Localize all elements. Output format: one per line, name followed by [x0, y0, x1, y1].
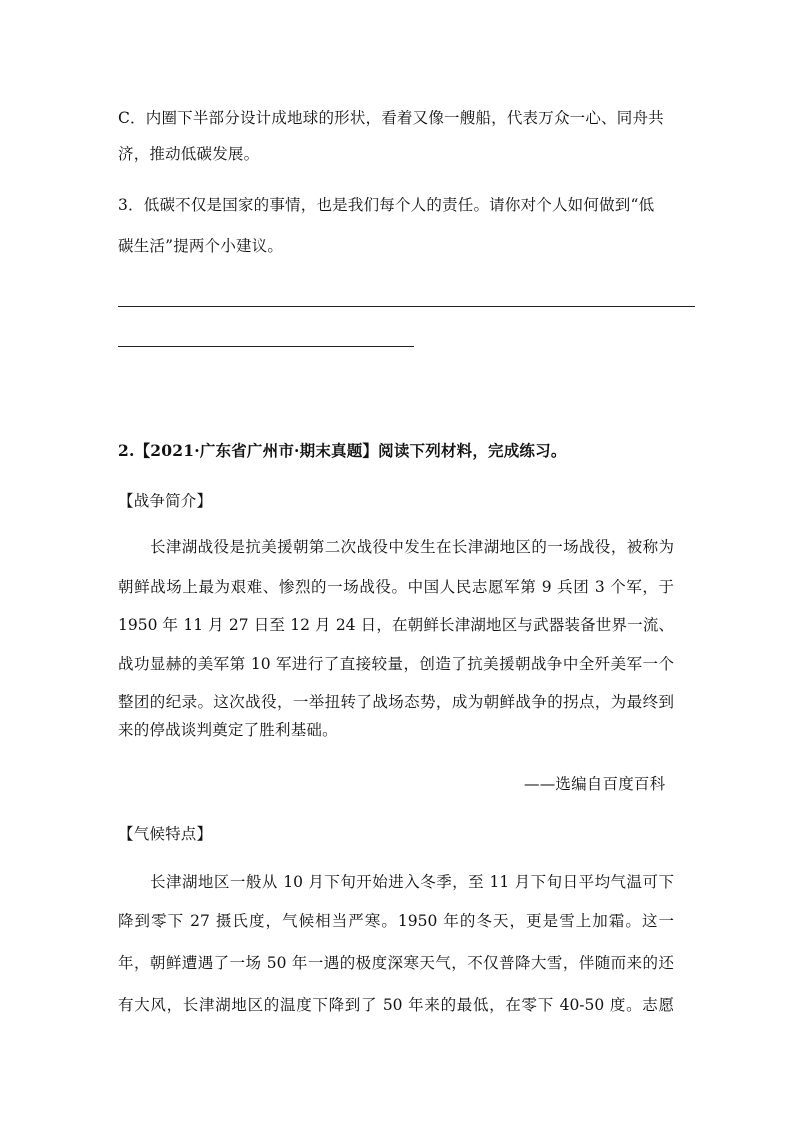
question-3-line-1: 3．低碳不仅是国家的事情，也是我们每个人的责任。请你对个人如何做到“低 — [118, 196, 655, 214]
climate-paragraph-line-3: 年，朝鲜遭遇了一场 50 年一遇的极度深寒天气，不仅普降大雪，伴随而来的还 — [118, 954, 674, 972]
option-c-line-2: 济，推动低碳发展。 — [118, 145, 260, 163]
climate-paragraph-line-4: 有大风，长津湖地区的温度下降到了 50 年来的最低，在零下 40-50 度。志愿 — [118, 996, 674, 1014]
war-paragraph-line-5: 整团的纪录。这次战役，一举扭转了战场态势，成为朝鲜战争的拐点，为最终到 — [118, 693, 674, 711]
war-section-heading: 【战争简介】 — [118, 492, 213, 510]
question-2-title: 2.【2021·广东省广州市·期末真题】阅读下列材料，完成练习。 — [118, 441, 567, 460]
war-paragraph-line-6: 来的停战谈判奠定了胜利基础。 — [118, 721, 338, 739]
war-paragraph-line-4: 战功显赫的美军第 10 军进行了直接较量，创造了抗美援朝战争中全歼美军一个 — [118, 655, 674, 673]
answer-line-2[interactable] — [118, 346, 414, 347]
war-paragraph-line-3: 1950 年 11 月 27 日至 12 月 24 日，在朝鲜长津湖地区与武器装备世界一流、 — [118, 616, 674, 634]
climate-paragraph-line-2: 降到零下 27 摄氏度，气候相当严寒。1950 年的冬天，更是雪上加霜。这一 — [118, 912, 674, 930]
climate-section-heading: 【气候特点】 — [118, 825, 213, 843]
answer-line-1[interactable] — [118, 306, 695, 307]
option-c-line-1: C．内圈下半部分设计成地球的形状，看着又像一艘船，代表万众一心、同舟共 — [118, 109, 664, 127]
war-paragraph-line-1: 长津湖战役是抗美援朝第二次战役中发生在长津湖地区的一场战役，被称为 — [150, 538, 674, 556]
climate-paragraph-line-1: 长津湖地区一般从 10 月下旬开始进入冬季，至 11 月下旬日平均气温可下 — [150, 873, 674, 891]
question-3-line-2: 碳生活”提两个小建议。 — [118, 237, 284, 255]
war-paragraph-line-2: 朝鲜战场上最为艰难、惨烈的一场战役。中国人民志愿军第 9 兵团 3 个军，于 — [118, 578, 674, 596]
war-source: ——选编自百度百科 — [524, 775, 666, 793]
